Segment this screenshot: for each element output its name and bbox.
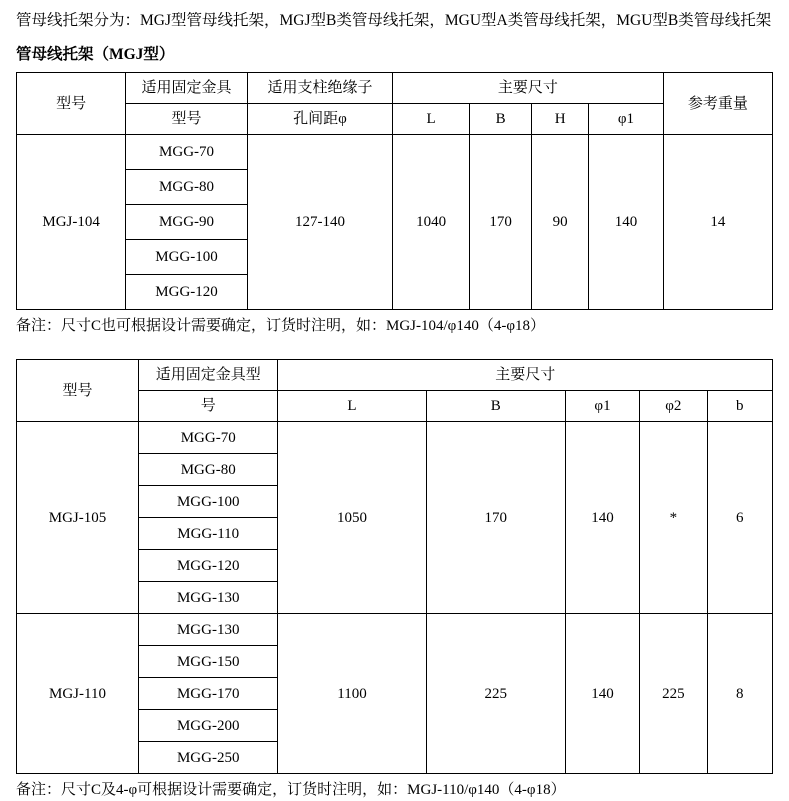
cell-fitting: MGG-120 xyxy=(139,550,278,582)
cell-phi2: 225 xyxy=(640,614,708,774)
table-header-row-1 xyxy=(17,360,773,391)
cell-phi1: 140 xyxy=(589,135,664,310)
cell-B: 170 xyxy=(470,135,532,310)
mgj-104-spec-table xyxy=(16,72,773,310)
cell-model: MGJ-110 xyxy=(17,614,139,774)
cell-fitting: MGG-80 xyxy=(126,170,248,205)
cell-fitting: MGG-100 xyxy=(139,486,278,518)
header-ref-weight: 参考重量 xyxy=(663,73,772,135)
mgj-105-110-spec-table xyxy=(16,359,773,774)
header-sub-b: b xyxy=(707,391,772,422)
header-sub-phi1: φ1 xyxy=(589,104,664,135)
header-sub-B: B xyxy=(426,391,565,422)
section-title: 管母线托架（MGJ型） xyxy=(16,46,175,63)
header-insulator-line1: 适用支柱绝缘子 xyxy=(247,73,392,104)
header-main-size: 主要尺寸 xyxy=(278,360,773,391)
header-fitting-model-line2: 型号 xyxy=(126,104,248,135)
cell-B: 170 xyxy=(426,422,565,614)
cell-b: 6 xyxy=(707,422,772,614)
cell-L: 1100 xyxy=(278,614,426,774)
cell-fitting: MGG-200 xyxy=(139,710,278,742)
header-sub-phi1: φ1 xyxy=(565,391,639,422)
header-model: 型号 xyxy=(17,73,126,135)
cell-model: MGJ-105 xyxy=(17,422,139,614)
header-fitting-model-line1: 适用固定金具型 xyxy=(139,360,278,391)
cell-B: 225 xyxy=(426,614,565,774)
header-sub-H: H xyxy=(532,104,589,135)
cell-fitting: MGG-170 xyxy=(139,678,278,710)
cell-weight: 14 xyxy=(663,135,772,310)
cell-L: 1050 xyxy=(278,422,426,614)
cell-fitting: MGG-70 xyxy=(139,422,278,454)
header-fitting-model-line1: 适用固定金具 xyxy=(126,73,248,104)
header-sub-phi2: φ2 xyxy=(640,391,708,422)
cell-fitting: MGG-90 xyxy=(126,205,248,240)
cell-phi1: 140 xyxy=(565,422,639,614)
cell-fitting: MGG-120 xyxy=(126,275,248,310)
cell-fitting: MGG-250 xyxy=(139,742,278,774)
header-insulator-line2: 孔间距φ xyxy=(247,104,392,135)
cell-fitting: MGG-110 xyxy=(139,518,278,550)
table-row xyxy=(17,422,773,454)
cell-fitting: MGG-150 xyxy=(139,646,278,678)
header-main-size: 主要尺寸 xyxy=(393,73,664,104)
cell-L: 1040 xyxy=(393,135,470,310)
cell-fitting: MGG-130 xyxy=(139,614,278,646)
table-row xyxy=(17,614,773,646)
header-model: 型号 xyxy=(17,360,139,422)
cell-fitting: MGG-130 xyxy=(139,582,278,614)
cell-fitting: MGG-80 xyxy=(139,454,278,486)
header-sub-L: L xyxy=(393,104,470,135)
table-header-row-2 xyxy=(17,104,773,135)
cell-model: MGJ-104 xyxy=(17,135,126,310)
cell-insulator: 127-140 xyxy=(247,135,392,310)
table-row xyxy=(17,135,773,170)
section-spacer xyxy=(0,337,789,359)
cell-H: 90 xyxy=(532,135,589,310)
document-page xyxy=(0,8,789,798)
header-fitting-model-line2: 号 xyxy=(139,391,278,422)
cell-phi2: * xyxy=(640,422,708,614)
table1-note: 备注：尺寸C也可根据设计需要确定，订货时注明，如：MGJ-104/φ140（4-φ18） xyxy=(16,318,545,334)
cell-fitting: MGG-70 xyxy=(126,135,248,170)
intro-paragraph: 管母线托架分为：MGJ型管母线托架，MGJ型B类管母线托架，MGU型A类管母线托架，MGU型B类管母线托架 xyxy=(16,12,772,29)
table2-note: 备注：尺寸C及4-φ可根据设计需要确定，订货时注明，如：MGJ-110/φ140（4-φ18） xyxy=(16,782,566,798)
cell-b: 8 xyxy=(707,614,772,774)
header-sub-L: L xyxy=(278,391,426,422)
cell-phi1: 140 xyxy=(565,614,639,774)
header-sub-B: B xyxy=(470,104,532,135)
cell-fitting: MGG-100 xyxy=(126,240,248,275)
table-header-row-1 xyxy=(17,73,773,104)
